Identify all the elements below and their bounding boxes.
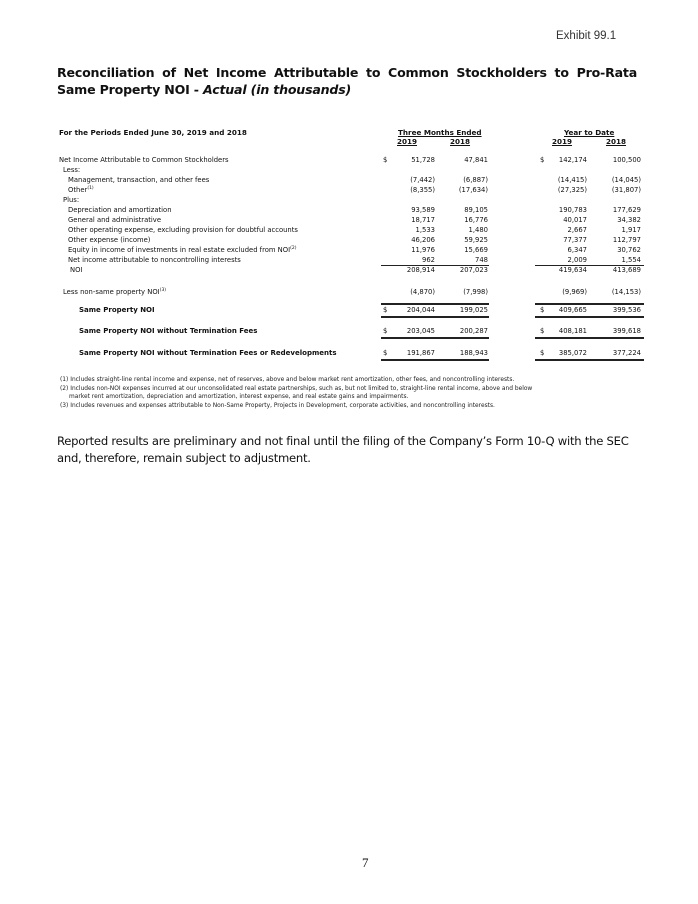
table-rule bbox=[535, 337, 644, 339]
currency-symbol: $ bbox=[540, 306, 545, 314]
row-label bbox=[68, 216, 161, 224]
row-label-text: Net income attributable to noncontrolling interests bbox=[68, 256, 241, 264]
cell-value: 15,669 bbox=[464, 246, 488, 254]
cell-value: (7,442) bbox=[410, 176, 435, 184]
row-label bbox=[68, 226, 298, 234]
cell-value: 46,206 bbox=[411, 236, 435, 244]
header-ytd-2019: 2019 bbox=[552, 137, 573, 146]
table-row bbox=[0, 166, 698, 176]
row-label bbox=[79, 327, 257, 335]
footnote-2-cont: market rent amortization, depreciation and amortization, interest expense, and real estate gains and impairments. bbox=[69, 394, 409, 400]
cell-value: 51,728 bbox=[411, 156, 435, 164]
cell-value: 188,943 bbox=[459, 349, 488, 357]
cell-value: (31,807) bbox=[611, 186, 641, 194]
row-label bbox=[68, 236, 150, 244]
title-italic: Actual (in thousands) bbox=[203, 82, 352, 97]
row-label-text: Other operating expense, excluding provision for doubtful accounts bbox=[68, 226, 298, 234]
header-ytd-2018: 2018 bbox=[606, 137, 627, 146]
cell-value: 18,717 bbox=[411, 216, 435, 224]
cell-value: 190,783 bbox=[558, 206, 587, 214]
currency-symbol: $ bbox=[383, 156, 388, 164]
table-rule bbox=[381, 303, 489, 305]
header-q-2018: 2018 bbox=[450, 137, 471, 146]
row-label-text: Depreciation and amortization bbox=[68, 206, 172, 214]
page-title bbox=[57, 64, 637, 98]
footnote-ref: (2) bbox=[290, 246, 297, 251]
currency-symbol: $ bbox=[540, 156, 545, 164]
cell-value: 112,797 bbox=[612, 236, 641, 244]
cell-value: 399,618 bbox=[612, 327, 641, 335]
cell-value: 1,917 bbox=[621, 226, 641, 234]
row-label bbox=[63, 288, 166, 296]
row-label bbox=[63, 166, 80, 174]
row-label-text: Net Income Attributable to Common Stockholders bbox=[59, 156, 229, 164]
exhibit-label: Exhibit 99.1 bbox=[556, 30, 617, 42]
row-label bbox=[79, 349, 337, 357]
table-row bbox=[0, 327, 698, 337]
cell-value: (27,325) bbox=[557, 186, 587, 194]
footnote-ref: (1) bbox=[87, 186, 94, 191]
table-rule bbox=[381, 265, 489, 266]
row-label-text: Other bbox=[68, 186, 88, 194]
row-label bbox=[68, 246, 296, 254]
currency-symbol: $ bbox=[383, 349, 388, 357]
row-label bbox=[68, 206, 172, 214]
row-label-text: Same Property NOI bbox=[79, 306, 155, 314]
cell-value: 399,536 bbox=[612, 306, 641, 314]
cell-value: 208,914 bbox=[406, 266, 435, 274]
row-label-text: Same Property NOI without Termination Fees or Redevelopments bbox=[79, 349, 337, 357]
table-row bbox=[0, 186, 698, 196]
cell-value: (14,153) bbox=[611, 288, 641, 296]
cell-value: 1,554 bbox=[621, 256, 641, 264]
table-row bbox=[0, 226, 698, 236]
cell-value: 89,105 bbox=[464, 206, 488, 214]
disclaimer-note: Reported results are preliminary and not final until the filing of the Company’s Form 10-Q with the SEC and, therefore, remain subject to adjustment. bbox=[57, 434, 629, 465]
cell-value: 200,287 bbox=[459, 327, 488, 335]
cell-value: 203,045 bbox=[406, 327, 435, 335]
cell-value: 142,174 bbox=[558, 156, 587, 164]
cell-value: 34,382 bbox=[617, 216, 641, 224]
cell-value: 16,776 bbox=[464, 216, 488, 224]
cell-value: (8,355) bbox=[410, 186, 435, 194]
footnote-ref: (3) bbox=[159, 288, 167, 293]
page-number: 7 bbox=[362, 855, 369, 870]
table-rule bbox=[381, 337, 489, 339]
cell-value: 413,689 bbox=[612, 266, 641, 274]
table-rule bbox=[535, 303, 644, 305]
table-row bbox=[0, 246, 698, 256]
cell-value: 748 bbox=[475, 256, 488, 264]
table-row bbox=[0, 196, 698, 206]
footnote-2: (2) Includes non-NOI expenses incurred at our unconsolidated real estate partnerships, such as, but not limited to, straight-line rental income, above and below bbox=[60, 386, 533, 392]
cell-value: (4,870) bbox=[410, 288, 435, 296]
row-label bbox=[68, 256, 241, 264]
currency-symbol: $ bbox=[383, 306, 388, 314]
cell-value: 77,377 bbox=[563, 236, 587, 244]
cell-value: 409,665 bbox=[558, 306, 587, 314]
cell-value: 11,976 bbox=[411, 246, 435, 254]
cell-value: (7,998) bbox=[463, 288, 488, 296]
cell-value: 385,072 bbox=[558, 349, 587, 357]
currency-symbol: $ bbox=[540, 349, 545, 357]
cell-value: 100,500 bbox=[612, 156, 641, 164]
row-label-text: General and administrative bbox=[68, 216, 162, 224]
cell-value: 93,589 bbox=[411, 206, 435, 214]
cell-value: 177,629 bbox=[612, 206, 641, 214]
title-main: Reconciliation of Net Income Attributable to Common Stockholders to Pro-Rata Same Property NOI - bbox=[57, 65, 637, 97]
cell-value: (9,969) bbox=[562, 288, 587, 296]
row-label-text: Same Property NOI without Termination Fees bbox=[79, 327, 258, 335]
table-row bbox=[0, 156, 698, 166]
cell-value: 199,025 bbox=[459, 306, 488, 314]
cell-value: 419,634 bbox=[558, 266, 587, 274]
row-label-text: Less non-same property NOI bbox=[63, 288, 160, 296]
row-label-text: Less: bbox=[63, 166, 81, 174]
currency-symbol: $ bbox=[383, 327, 388, 335]
table-row bbox=[0, 266, 698, 276]
row-label bbox=[63, 196, 79, 204]
table-row bbox=[0, 236, 698, 246]
row-label bbox=[59, 156, 229, 164]
row-label bbox=[70, 266, 82, 274]
cell-value: (14,415) bbox=[557, 176, 587, 184]
row-label-text: Plus: bbox=[63, 196, 80, 204]
table-row bbox=[0, 176, 698, 186]
cell-value: 59,925 bbox=[464, 236, 488, 244]
table-row bbox=[0, 216, 698, 226]
cell-value: (14,045) bbox=[611, 176, 641, 184]
footnote-1: (1) Includes straight-line rental income and expense, net of reserves, above and below market rent amortization, other fees, and noncontrolling interests. bbox=[60, 377, 515, 383]
table-rule bbox=[535, 359, 644, 361]
cell-value: 207,023 bbox=[459, 266, 488, 274]
row-label-text: NOI bbox=[70, 266, 83, 274]
table-row bbox=[0, 206, 698, 216]
table-rule bbox=[381, 359, 489, 361]
header-q-2019: 2019 bbox=[397, 137, 418, 146]
table-rule bbox=[381, 316, 489, 318]
table-row bbox=[0, 288, 698, 298]
cell-value: 191,867 bbox=[406, 349, 435, 357]
cell-value: 1,480 bbox=[468, 226, 488, 234]
row-label bbox=[68, 176, 209, 184]
table-rule bbox=[535, 316, 644, 318]
cell-value: 408,181 bbox=[558, 327, 587, 335]
cell-value: 2,667 bbox=[567, 226, 587, 234]
cell-value: 204,044 bbox=[406, 306, 435, 314]
table-row bbox=[0, 349, 698, 359]
row-label-text: Equity in income of investments in real estate excluded from NOI bbox=[68, 246, 291, 254]
row-label bbox=[79, 306, 155, 314]
cell-value: 1,533 bbox=[415, 226, 435, 234]
row-label-text: Other expense (income) bbox=[68, 236, 151, 244]
cell-value: 40,017 bbox=[563, 216, 587, 224]
table-row bbox=[0, 306, 698, 316]
cell-value: 377,224 bbox=[612, 349, 641, 357]
footnote-3: (3) Includes revenues and expenses attributable to Non-Same Property, Projects in Development, corporate activities, and noncontrolling interests. bbox=[60, 403, 495, 409]
cell-value: 6,347 bbox=[567, 246, 587, 254]
cell-value: 2,009 bbox=[567, 256, 587, 264]
cell-value: (6,887) bbox=[463, 176, 488, 184]
cell-value: 47,841 bbox=[464, 156, 488, 164]
row-label-text: Management, transaction, and other fees bbox=[68, 176, 210, 184]
currency-symbol: $ bbox=[540, 327, 545, 335]
row-label bbox=[68, 186, 94, 194]
cell-value: (17,634) bbox=[458, 186, 488, 194]
header-year-to-date: Year to Date bbox=[564, 128, 615, 137]
periods-label: For the Periods Ended June 30, 2019 and 2018 bbox=[59, 128, 247, 137]
table-rule bbox=[535, 265, 644, 266]
cell-value: 30,762 bbox=[617, 246, 641, 254]
header-three-months: Three Months Ended bbox=[398, 128, 482, 137]
cell-value: 962 bbox=[422, 256, 435, 264]
